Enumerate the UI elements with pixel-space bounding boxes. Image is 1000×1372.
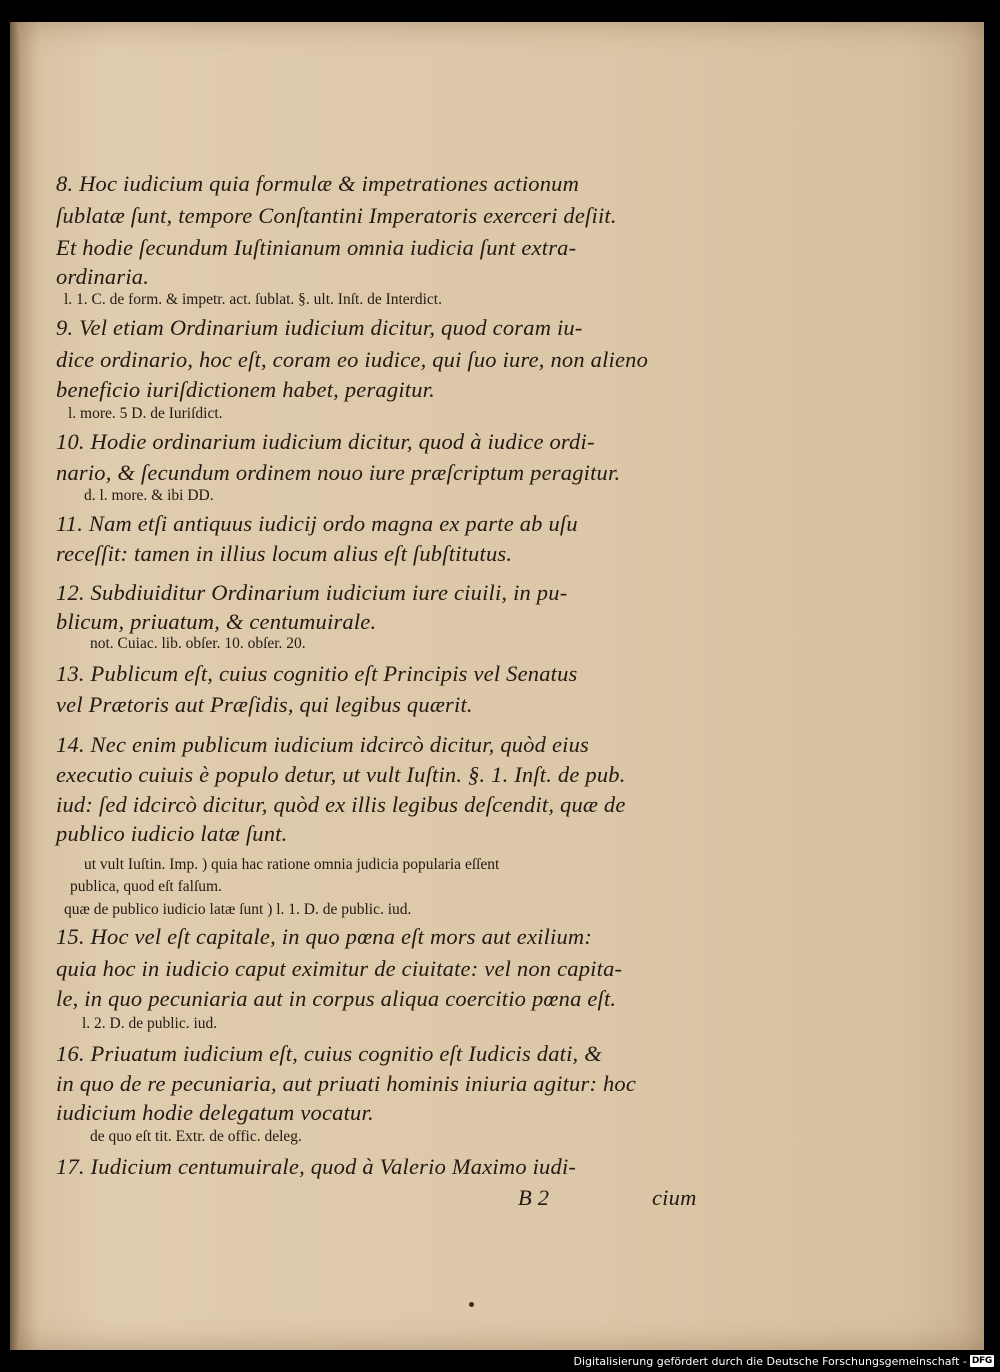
text-line: 16. Priuatum iudicium eſt, cuius cognitio eſt Iudicis dati, & [56, 1041, 602, 1066]
text-line: 17. Iudicium centumuirale, quod à Valerio Maximo iudi- [56, 1154, 577, 1179]
catchword: cium [652, 1185, 697, 1210]
marginal-note: publica, quod eſt falſum. [70, 878, 222, 895]
text-line: 11. Nam etſi antiquus iudicij ordo magna ex parte ab uſu [56, 511, 578, 536]
dfg-logo-icon: DFG [971, 1356, 992, 1366]
marginal-note: quæ de publico iudicio latæ ſunt ) l. 1. D. de public. iud. [64, 901, 412, 918]
text-line: iudicium hodie delegatum vocatur. [56, 1100, 374, 1125]
text-line: vel Prætoris aut Præſidis, qui legibus quærit. [56, 692, 473, 717]
text-line: quia hoc in iudicio caput eximitur de ciuitate: vel non capita- [56, 956, 623, 981]
text-line: executio cuiuis è populo detur, ut vult Iuſtin. §. 1. Inſt. de pub. [56, 762, 626, 787]
text-line: 8. Hoc iudicium quia formulæ & impetrationes actionum [56, 171, 580, 196]
text-line: ordinaria. [56, 264, 150, 289]
text-line: receſſit: tamen in illius locum alius eſt ſubſtitutus. [56, 541, 513, 566]
text-line: in quo de re pecuniaria, aut priuati hominis iniuria agitur: hoc [56, 1071, 637, 1096]
text-line: dice ordinario, hoc eſt, coram eo iudice, qui ſuo iure, non alieno [56, 347, 649, 372]
credit-text: Digitalisierung gefördert durch die Deutsche Forschungsgemeinschaft - [573, 1354, 967, 1368]
text-line: ſublatæ ſunt, tempore Conſtantini Imperatoris exerceri deſiit. [56, 203, 617, 228]
text-line: 10. Hodie ordinarium iudicium dicitur, quod à iudice ordi- [56, 429, 595, 454]
marginal-note: not. Cuiac. lib. obſer. 10. obſer. 20. [90, 635, 306, 652]
text-line: blicum, priuatum, & centumuirale. [56, 609, 377, 634]
digitization-credit [574, 1353, 995, 1369]
marginal-note: l. 1. C. de form. & impetr. act. ſublat. §. ult. Inſt. de Interdict. [64, 291, 442, 308]
text-line: le, in quo pecuniaria aut in corpus aliqua coercitio pœna eſt. [56, 986, 617, 1011]
text-line: 12. Subdiuiditur Ordinarium iudicium iure ciuili, in pu- [56, 580, 568, 605]
text-line: publico iudicio latæ ſunt. [56, 821, 288, 846]
ink-dot [469, 1302, 474, 1307]
text-line: 14. Nec enim publicum iudicium idcircò dicitur, quòd eius [56, 732, 589, 757]
text-line: nario, & ſecundum ordinem nouo iure præſcriptum peragitur. [56, 460, 621, 485]
marginal-note: l. more. 5 D. de Iuriſdict. [68, 405, 223, 422]
marginal-note: d. l. more. & ibi DD. [84, 487, 214, 504]
book-page [10, 22, 984, 1350]
text-line: Et hodie ſecundum Iuſtinianum omnia iudicia ſunt extra- [56, 235, 577, 260]
text-line: iud: ſed idcircò dicitur, quòd ex illis legibus deſcendit, quæ de [56, 792, 626, 817]
marginal-note: ut vult Iuſtin. Imp. ) quia hac ratione omnia judicia popularia eſſent [84, 856, 500, 873]
text-line: beneficio iuriſdictionem habet, peragitur. [56, 377, 435, 402]
text-block [10, 22, 984, 1350]
signature-mark: B 2 [518, 1185, 550, 1210]
text-line: 9. Vel etiam Ordinarium iudicium dicitur, quod coram iu- [56, 315, 583, 340]
text-line: 13. Publicum eſt, cuius cognitio eſt Principis vel Senatus [56, 661, 578, 686]
marginal-note: de quo eſt tit. Extr. de offic. deleg. [90, 1128, 302, 1145]
marginal-note: l. 2. D. de public. iud. [82, 1015, 218, 1032]
text-line: 15. Hoc vel eſt capitale, in quo pœna eſt mors aut exilium: [56, 924, 593, 949]
